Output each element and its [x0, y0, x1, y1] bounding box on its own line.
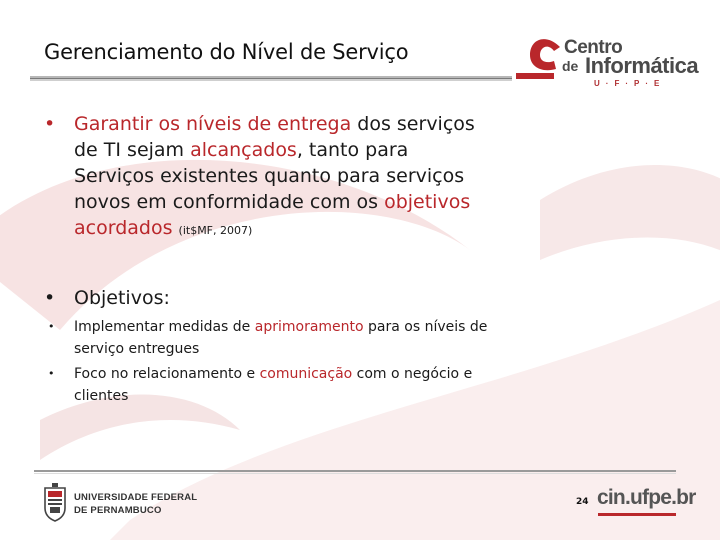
- sub-bullet-1: [44, 316, 494, 360]
- bullet-text-highlight: níveis de entrega: [186, 113, 352, 135]
- sub-bullet-highlight: comunicação: [259, 366, 353, 382]
- sub-bullet-text: Implementar medidas de: [74, 319, 255, 335]
- logo-line2-small: de: [562, 58, 579, 74]
- logo-line3: U·F·P·E: [594, 79, 666, 88]
- sub-bullet-text: Foco no relacionamento e: [74, 366, 260, 382]
- citation: (it$MF, 2007): [178, 224, 253, 237]
- bullet-text-part: Garantir os: [74, 113, 187, 135]
- website-logo: cin.ufpe.br: [597, 486, 696, 509]
- university-name-line2: DE PERNAMBUCO: [74, 505, 162, 516]
- bullet-item-2: [44, 285, 170, 311]
- page-number: 24: [576, 497, 589, 507]
- university-name-line1: UNIVERSIDADE FEDERAL: [74, 492, 198, 503]
- logo-line2-big: Informática: [585, 53, 699, 78]
- bullet-text-part: dos serviços de TI sejam: [74, 113, 475, 161]
- bullet-text-highlight: alcançados: [190, 139, 297, 161]
- ufpe-crest-icon: [42, 482, 68, 522]
- bullet-list: [44, 111, 484, 244]
- footer-divider-light: [34, 473, 676, 474]
- sub-bullet-highlight: aprimoramento: [254, 319, 364, 335]
- sub-bullet-text: para os níveis de serviço entregues: [74, 319, 488, 357]
- bullet-item-1: [44, 111, 484, 244]
- logo-line1: Centro: [564, 37, 623, 58]
- slide-title: Gerenciamento do Nível de Serviço: [44, 40, 409, 64]
- bullet-label: Objetivos:: [74, 287, 170, 309]
- bullet-text-part: , tanto para Serviços existentes quanto para serviços novos em conformidade com os: [74, 139, 465, 213]
- sub-bullet-marker: •: [48, 320, 55, 333]
- bullet-text-highlight: objetivos acordados: [74, 191, 471, 239]
- sub-bullet-text: com o negócio e clientes: [74, 366, 473, 404]
- bullet-marker: •: [44, 287, 56, 309]
- website-underline: [598, 513, 676, 516]
- bullet-marker: •: [44, 113, 56, 135]
- footer-divider: [34, 470, 676, 472]
- sub-bullet-2: [44, 363, 494, 407]
- sub-bullet-marker: •: [48, 367, 55, 380]
- title-divider: [30, 76, 512, 81]
